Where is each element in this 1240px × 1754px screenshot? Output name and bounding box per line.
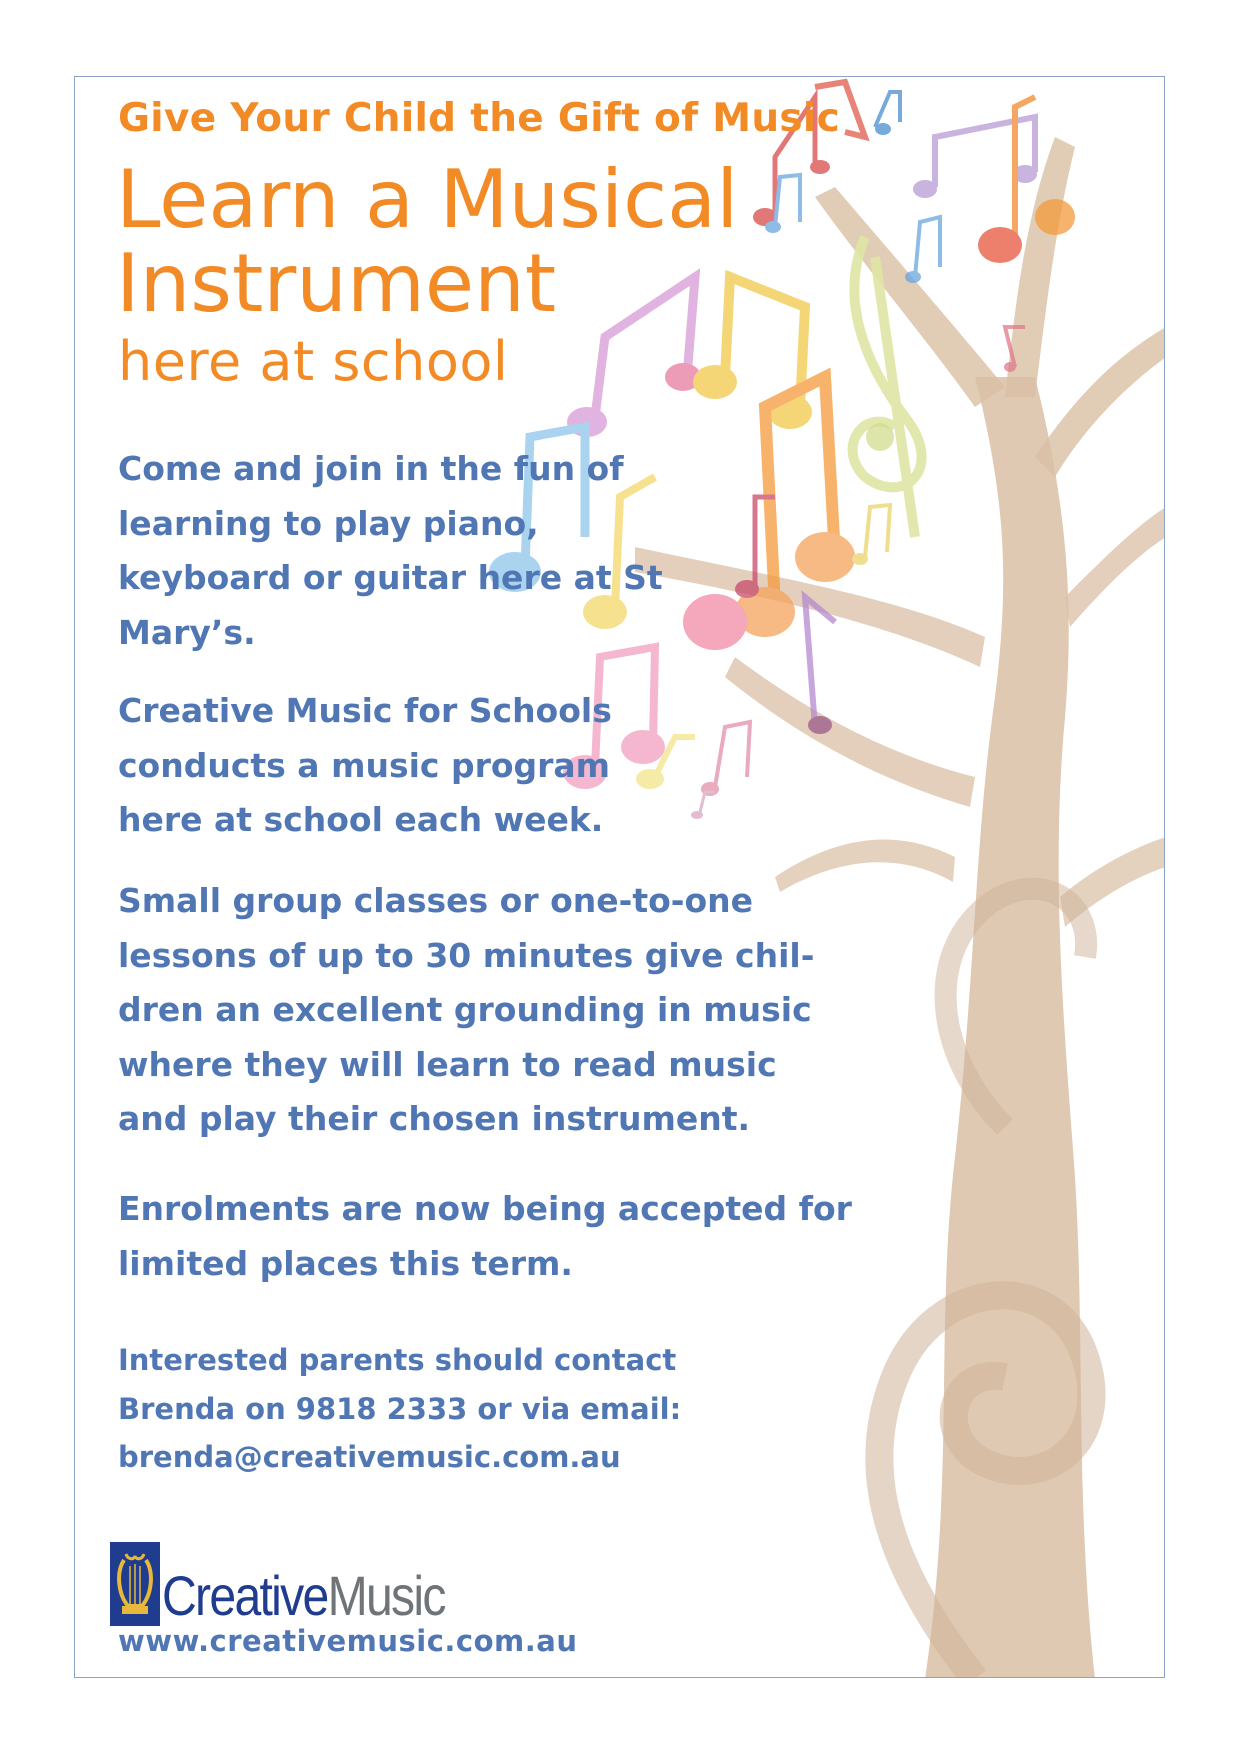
contact-line-phone: Brenda on 9818 2333 or via email: bbox=[118, 1391, 682, 1426]
tree-branch bbox=[1065, 507, 1165, 627]
subheadline: here at school bbox=[118, 330, 509, 393]
headline: Learn a Musical Instrument bbox=[116, 153, 739, 330]
lyre-icon bbox=[110, 1542, 160, 1626]
contact-line: Interested parents should contact bbox=[118, 1343, 677, 1377]
creative-music-logo bbox=[110, 1540, 491, 1626]
contact-block bbox=[118, 1336, 738, 1482]
program-paragraph: Creative Music for Schools conducts a music program here at school each week. bbox=[118, 691, 612, 839]
enrolments-paragraph: Enrolments are now being accepted for limited places this term. bbox=[118, 1189, 852, 1283]
tree-branch bbox=[725, 657, 975, 807]
contact-email-link[interactable]: brenda@creativemusic.com.au bbox=[118, 1440, 621, 1474]
logo-word-creative: Creative bbox=[162, 1564, 328, 1627]
tagline: Give Your Child the Gift of Music bbox=[118, 96, 840, 141]
lessons-paragraph: Small group classes or one-to-one lessons of up to 30 minutes give chil-dren an excellent grounding in music where they will learn to read music and play their chosen instrument. bbox=[118, 881, 815, 1138]
website-link[interactable]: www.creativemusic.com.au bbox=[118, 1624, 578, 1658]
logo-wordmark bbox=[162, 1564, 445, 1627]
tree-branch bbox=[1035, 327, 1165, 477]
logo-word-music: Music bbox=[327, 1564, 445, 1627]
intro-paragraph: Come and join in the fun of learning to play piano, keyboard or guitar here at St Mary’s. bbox=[118, 449, 663, 652]
